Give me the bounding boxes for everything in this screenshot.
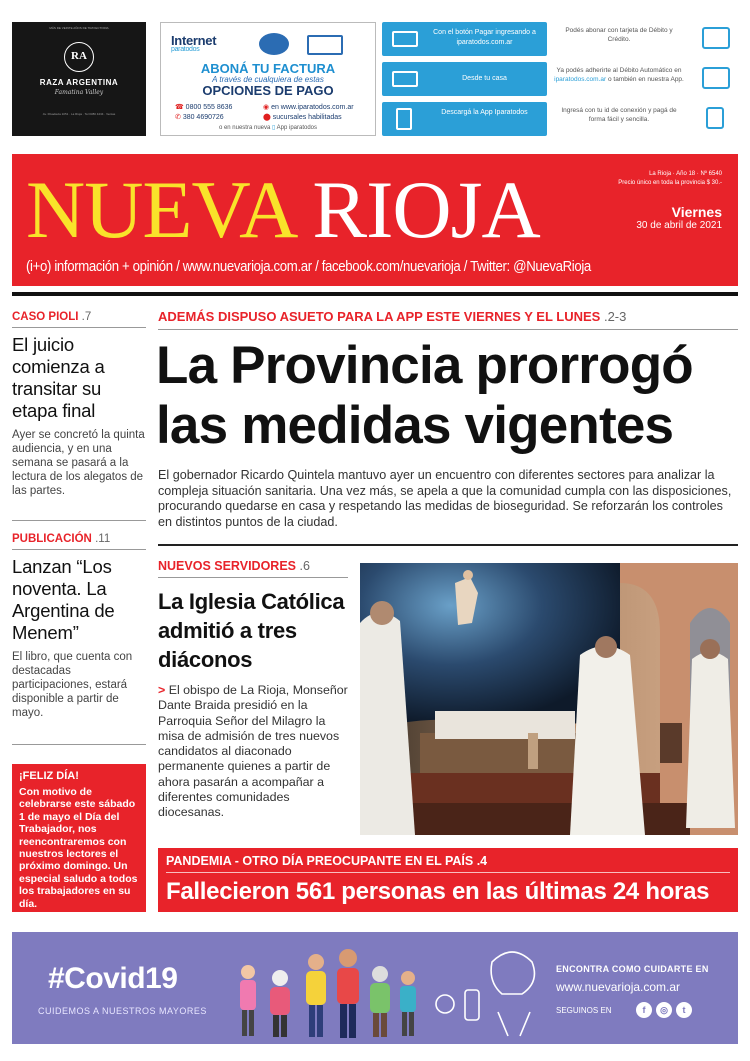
pay-desc-a: Ingresá con tu id de conexión [561,107,647,114]
instagram-icon[interactable]: ◎ [656,1002,672,1018]
issue-price: Precio único en toda la provincia $ 30.- [618,180,722,186]
mask-face-icon [491,952,534,994]
ad-covid19[interactable] [12,932,738,1044]
ad-address: Av. Rivadavia 1051 · La Rioja · Tel 0380 4434 · Ventas [42,112,116,116]
globe-icon: ◉ [263,104,272,111]
masthead-rule [12,292,738,296]
card-swipe-icon [702,67,730,89]
notice-text: Con motivo de celebrarse este sábado 1 de mayo el Día del Trabajador, nos reencontraremos con nuestros lectores el próximo domingo. Un especial saludo a todos los trabajadores en su día. [19,786,138,910]
kicker-text: NUEVOS SERVIDORES [158,559,297,573]
facebook-icon[interactable]: f [636,1002,652,1018]
ad-headline: ABONÁ TU FACTURA [200,61,336,76]
masthead-tagline[interactable]: (i+o) información + opinión / www.nuevarioja.com.ar / facebook.com/nuevarioja / Twitter: @NuevaRioja [26,258,591,275]
kicker-text: PUBLICACIÓN [12,533,92,545]
pandemia-kicker [166,854,487,868]
ad-web [263,103,354,111]
phone-icon: ☎ [175,104,186,111]
page-ref: .2-3 [603,309,627,324]
pay-desc-c: o también en nuestra App. [607,76,684,83]
church-photo[interactable] [360,563,738,835]
pay-option [382,102,738,136]
ad-logo-text: Internet [171,33,217,48]
ad-brand-name: RAZA ARGENTINA [39,78,119,87]
story-kicker [12,533,146,550]
issue-day: Viernes [671,204,722,220]
story-body: El libro, que cuenta con destacadas participaciones, estará disponible a partir de mayo. [12,651,133,719]
story-caso-pioli[interactable] [12,311,146,498]
distance-icon [498,1012,530,1036]
pandemia-banner[interactable] [158,848,738,912]
second-body-text: El obispo de La Rioja, Monseñor Dante Braida presidió en la Parroquia Señor del Milagro la misa de admisión de tres nuevos candidatos al diaconado permanente quienes a partir de ahora pasarán a acompañar a diferentes comunidades diocesanas. [158,683,348,820]
notice-feliz-dia [12,764,146,912]
newspaper-title [26,162,540,258]
virus-icon [436,995,454,1013]
ad-fine-print: MÁS DE VEINTE AÑOS DE TRAYECTORIA [49,26,109,30]
pay-desc-a: Podés abonar con tarjeta [565,27,638,34]
ad-footer-b: App iparatodos [276,125,318,131]
ad-headline-2: OPCIONES DE PAGO [202,83,334,98]
pay-desc-b: iparatodos.com.ar [554,76,607,83]
pay-option [382,22,738,56]
ad-phone-1 [175,103,232,111]
main-headline[interactable] [156,336,741,456]
title-word-2: RIOJA [312,164,540,255]
issue-info [618,170,722,231]
pay-desc-b: de Débito y Crédito. [607,27,673,43]
story-publicacion[interactable] [12,533,146,720]
ad-signature: Famatina Valley [54,89,104,96]
issue-date: 30 de abril de 2021 [636,220,722,231]
story-kicker [12,311,146,328]
issue-number: La Rioja · Año 18 · Nº 6540 [649,171,722,177]
payment-screen-icon [392,31,418,47]
covid-cta-url[interactable]: www.nuevarioja.com.ar [556,980,681,994]
pay-description [554,66,684,84]
whatsapp-icon: ✆ [175,114,183,121]
kicker-text: ADEMÁS DISPUSO ASUETO PARA LA APP ESTE VIERNES Y EL LUNES [158,309,601,324]
page-ref: .6 [299,559,310,573]
bullet-marker: > [158,683,166,697]
column-separator [12,520,146,521]
pay-button-home[interactable] [382,62,547,96]
ad-footer-a: o en nuestra nueva [218,125,271,131]
ad-logo [171,33,216,53]
covid-hashtag: #Covid19 [48,962,178,995]
main-headline-line-1: La Provincia prorrogó [156,336,693,395]
second-kicker [158,559,348,578]
banner-divider [166,872,730,873]
page-ref: .7 [81,311,92,323]
pay-desc-c: y pagá de forma fácil y sencilla. [588,107,677,123]
covid-cta [556,964,726,1015]
pay-description [554,26,684,44]
ad-phone-2-text: 380 4690726 [182,114,224,121]
credit-card-icon [702,27,730,49]
location-icon: ⬤ [263,114,273,121]
pay-description [554,106,684,124]
section-rule [158,544,738,546]
pay-desc-a: Ya podés adherirte al Débito Automático en [556,67,682,74]
twitter-icon[interactable]: t [676,1002,692,1018]
page-ref: .4 [476,854,488,868]
pay-button-app[interactable] [382,102,547,136]
masthead [12,154,738,286]
pay-button-label: Con el botón Pagar ingresando a iparatodos.com.ar [433,29,536,46]
ad-logo-sub: paratodos [171,46,200,53]
family-illustration [230,942,550,1042]
page-ref: .11 [95,533,111,545]
laptop-icon [392,71,418,87]
ad-branches-text: sucursales habilitadas [272,114,342,121]
covid-cta-line-1: ENCONTRA COMO CUIDARTE EN [556,964,709,974]
ad-subline: A través de cualquiera de estas [212,75,324,84]
ad-web-text: en www.iparatodos.com.ar [271,104,354,111]
ad-branches [263,113,342,121]
people-group-icon [240,949,416,1038]
follow-label: SEGUINOS EN [556,1006,612,1015]
smartphone-icon [396,108,412,130]
kicker-text: CASO PIOLI [12,311,79,323]
ad-phone-2 [175,113,224,121]
second-headline[interactable]: La Iglesia Católica admitió a tres diáconos [158,589,345,672]
pay-button-label: Desde tu casa [462,75,507,82]
house-icon [259,33,289,55]
column-separator [12,744,146,745]
pay-button-online[interactable] [382,22,547,56]
story-headline: El juicio comienza a transitar su etapa final [12,334,105,421]
story-body: Ayer se concretó la quinta audiencia, y en una semana se pasará a la lectura de los alegatos de las partes. [12,429,145,497]
ad-raza-argentina[interactable] [12,22,146,136]
ad-internet-para-todos[interactable] [160,22,376,136]
ad-footer: o en nuestra nueva ▯ App iparatodos [218,125,318,131]
phone-tap-icon [706,107,724,129]
sanitizer-icon [465,990,479,1020]
main-body: El gobernador Ricardo Quintela mantuvo ayer un encuentro con diferentes sectores para analizar la compleja situación sanitaria. Una vez más, se apela a que la comunidad cumpla con las disposiciones, procurando quedarse en casa y respetando las medidas de bioseguridad. Se reforzarán los controles en distintos puntos de la ciudad. [158,468,732,529]
ad-phone-1-text: 0800 555 8636 [185,104,233,111]
notice-kicker: ¡FELIZ DÍA! [19,770,79,782]
church-photo-illustration [360,563,738,835]
second-body [158,683,354,821]
main-kicker [158,309,738,330]
pay-option [382,62,738,96]
kicker-text: PANDEMIA - OTRO DÍA PREOCUPANTE EN EL PAÍS [166,854,474,868]
covid-subtitle: CUIDEMOS A NUESTROS MAYORES [38,1006,207,1016]
story-headline: Lanzan “Los noventa. La Argentina de Menem” [12,556,115,643]
ra-logo: RA [64,42,94,72]
ad-payment-options [382,22,738,136]
computer-icon [307,35,343,55]
title-word-1: NUEVA [26,164,293,255]
main-headline-line-2: las medidas vigentes [156,396,674,455]
pandemia-headline: Fallecieron 561 personas en las últimas 24 horas [166,878,710,905]
pay-button-label: Descargá la App Iparatodos [441,109,528,116]
